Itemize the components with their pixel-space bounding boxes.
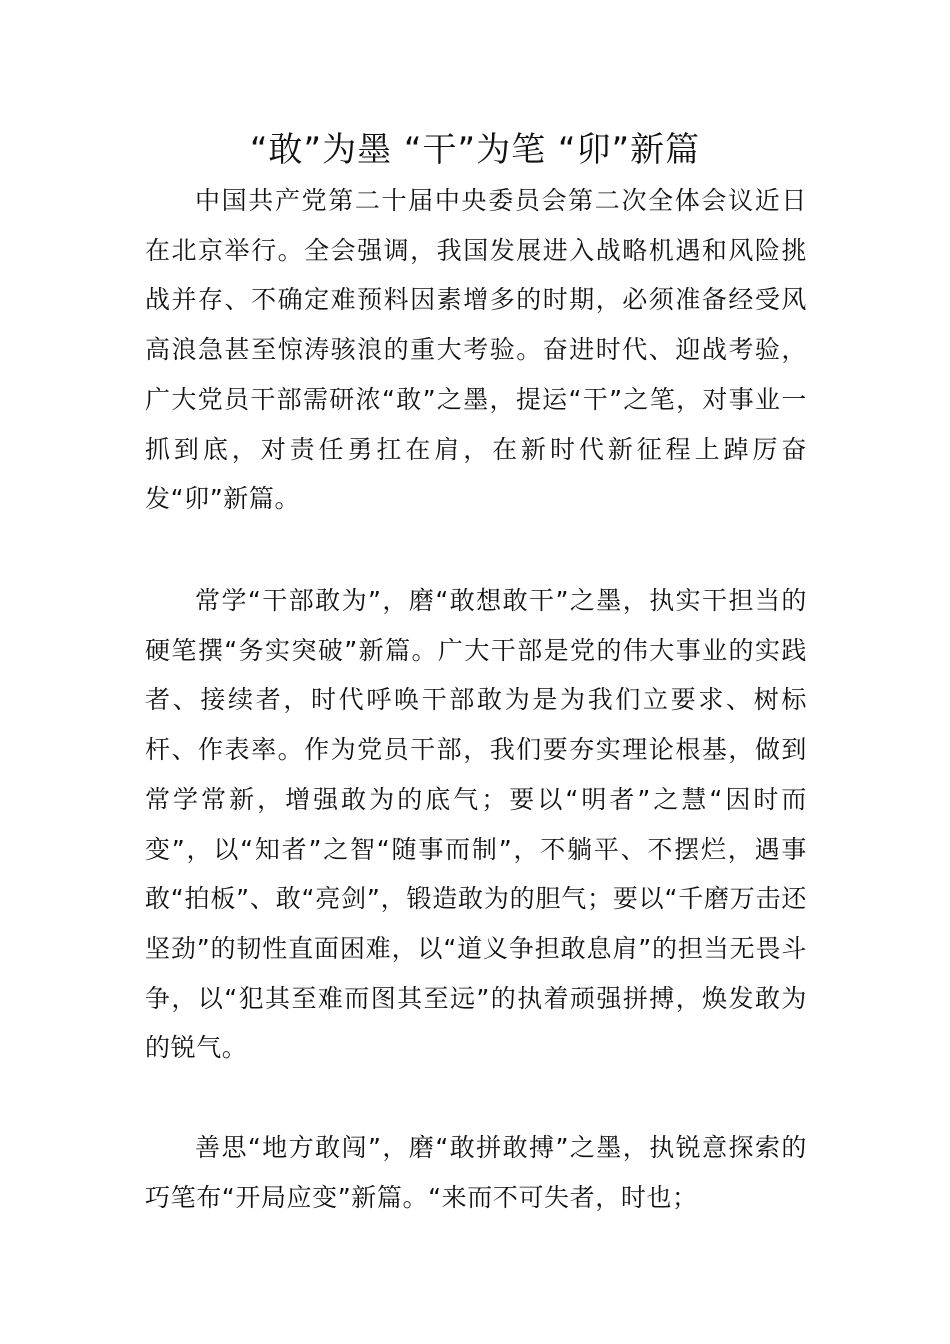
paragraph-1: 中国共产党第二十届中央委员会第二次全体会议近日在北京举行。全会强调，我国发展进入战略机遇和风险挑战并存、不确定难预料因素增多的时期，必须准备经受风高浪急甚至惊涛骇浪的重大考验。奋进时代、迎战考验，广大党员干部需研浓“敢”之墨，提运“干”之笔，对事业一抓到底，对责任勇扛在肩，在新时代新征程上踔厉奋发“卯”新篇。	[145, 186, 807, 514]
paragraph-2: 常学“干部敢为”，磨“敢想敢干”之墨，执实干担当的硬笔撰“务实突破”新篇。广大干部是党的伟大事业的实践者、接续者，时代呼唤干部敢为是为我们立要求、树标杆、作表率。作为党员干部，我们要夯实理论根基，做到常学常新，增强敢为的底气；要以“明者”之慧“因时而变”，以“知者”之智“随事而制”，不躺平、不摆烂，遇事敢“拍板”、敢“亮剑”，锻造敢为的胆气；要以“千磨万击还坚劲”的韧性直面困难，以“道义争担敢息肩”的担当无畏斗争，以“犯其至难而图其至远”的执着顽强拼搏，焕发敢为的锐气。	[145, 586, 807, 1063]
article-title: “敢”为墨 “干”为笔 “卯”新篇	[249, 130, 701, 170]
paragraph-3: 善思“地方敢闯”，磨“敢拼敢搏”之墨，执锐意探索的巧笔布“开局应变”新篇。“来而不可失者，时也；	[145, 1133, 807, 1212]
